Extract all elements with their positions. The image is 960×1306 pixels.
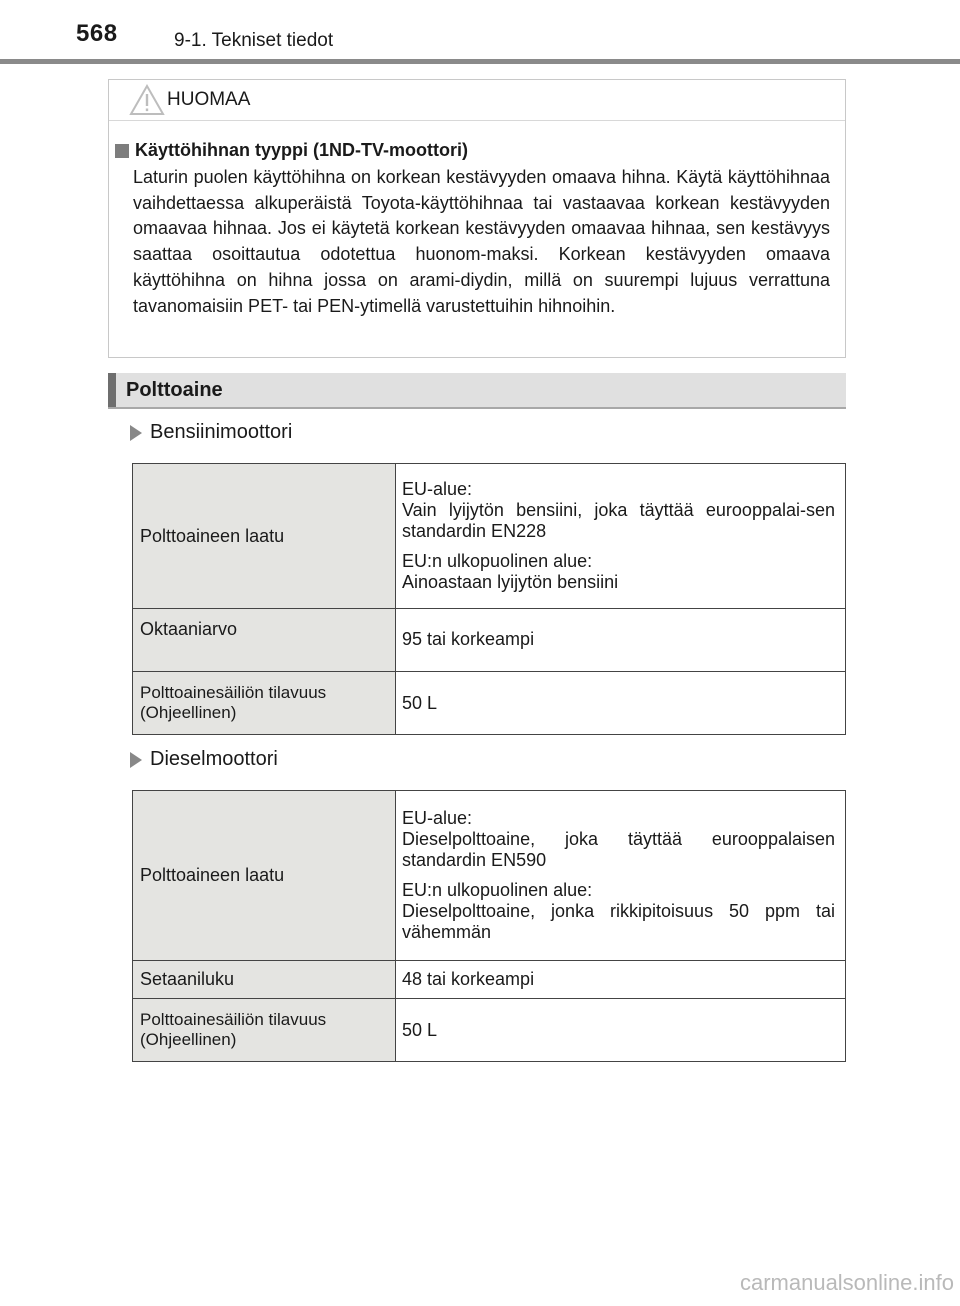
diesel-heading-text: Dieselmoottori (150, 748, 278, 770)
notice-label: HUOMAA (167, 89, 251, 110)
diesel-heading (130, 748, 278, 771)
region-text: Dieselpolttoaine, joka täyttää eurooppalaisen standardin EN590 (402, 829, 835, 870)
notice-body: Laturin puolen käyttöhihna on korkean kestävyyden omaava hihna. Käytä käyttöhihnaa vaihdettaessa alkuperäistä Toyota-käyttöhihnaa tai vastaavaa korkean kestävyyden omaavaa hihnaa. Jos ei käytetä korkean kestävyyden omaavaa hihnaa, sen kestävyys saattaa osoittautua odotettua huonom-maksi. Korkean kestävyyden omaava käyttöhihna on hihna jossa on arami-diydin, millä on suurempi lujuus verrattuna tavanomaisiin PET- tai PEN-ytimellä varustettuihin hihnoihin. (133, 167, 830, 316)
page-number: 568 (76, 20, 118, 47)
table-row (133, 609, 846, 672)
notice-header (109, 80, 845, 121)
petrol-heading (130, 421, 292, 444)
section-title: Polttoaine (126, 379, 223, 401)
region-title: EU:n ulkopuolinen alue: (402, 551, 593, 571)
region-title: EU-alue: (402, 479, 473, 499)
notice-subheading (115, 140, 468, 161)
chapter-title: 9-1. Tekniset tiedot (174, 30, 334, 51)
watermark: carmanualsonline.info (739, 1270, 954, 1295)
spec-value (396, 464, 846, 609)
notice-subheading-text: Käyttöhihnan tyyppi (1ND-TV-moottori) (135, 140, 468, 160)
petrol-spec-table (132, 463, 846, 735)
page-header (0, 0, 960, 64)
spec-value: 48 tai korkeampi (396, 961, 846, 999)
section-heading-bar (108, 373, 846, 409)
table-row (133, 791, 846, 961)
table-row (133, 672, 846, 735)
header-divider (0, 59, 960, 64)
region-text: Dieselpolttoaine, jonka rikkipitoisuus 50 ppm tai vähemmän (402, 901, 835, 942)
region-text: Vain lyijytön bensiini, joka täyttää eurooppalai-sen standardin EN228 (402, 500, 835, 541)
square-bullet-icon (115, 144, 129, 158)
spec-label: Polttoainesäiliön tilavuus (Ohjeellinen) (133, 672, 396, 735)
spec-label: Setaaniluku (133, 961, 396, 999)
triangle-bullet-icon (130, 425, 142, 441)
spec-label: Polttoainesäiliön tilavuus (Ohjeellinen) (133, 999, 396, 1062)
warning-triangle-icon (129, 84, 165, 116)
spec-value: 50 L (396, 672, 846, 735)
petrol-heading-text: Bensiinimoottori (150, 421, 293, 443)
spec-label: Oktaaniarvo (133, 609, 396, 672)
triangle-bullet-icon (130, 752, 142, 768)
spec-value (396, 791, 846, 961)
region-text: Ainoastaan lyijytön bensiini (402, 572, 619, 592)
spec-value: 50 L (396, 999, 846, 1062)
section-accent (108, 373, 116, 407)
table-row (133, 961, 846, 999)
spec-label: Polttoaineen laatu (133, 464, 396, 609)
table-row (133, 464, 846, 609)
spec-label: Polttoaineen laatu (133, 791, 396, 961)
table-row (133, 999, 846, 1062)
notice-box (108, 79, 846, 358)
region-title: EU-alue: (402, 808, 473, 828)
region-title: EU:n ulkopuolinen alue: (402, 880, 593, 900)
diesel-spec-table (132, 790, 846, 1062)
spec-value: 95 tai korkeampi (396, 609, 846, 672)
